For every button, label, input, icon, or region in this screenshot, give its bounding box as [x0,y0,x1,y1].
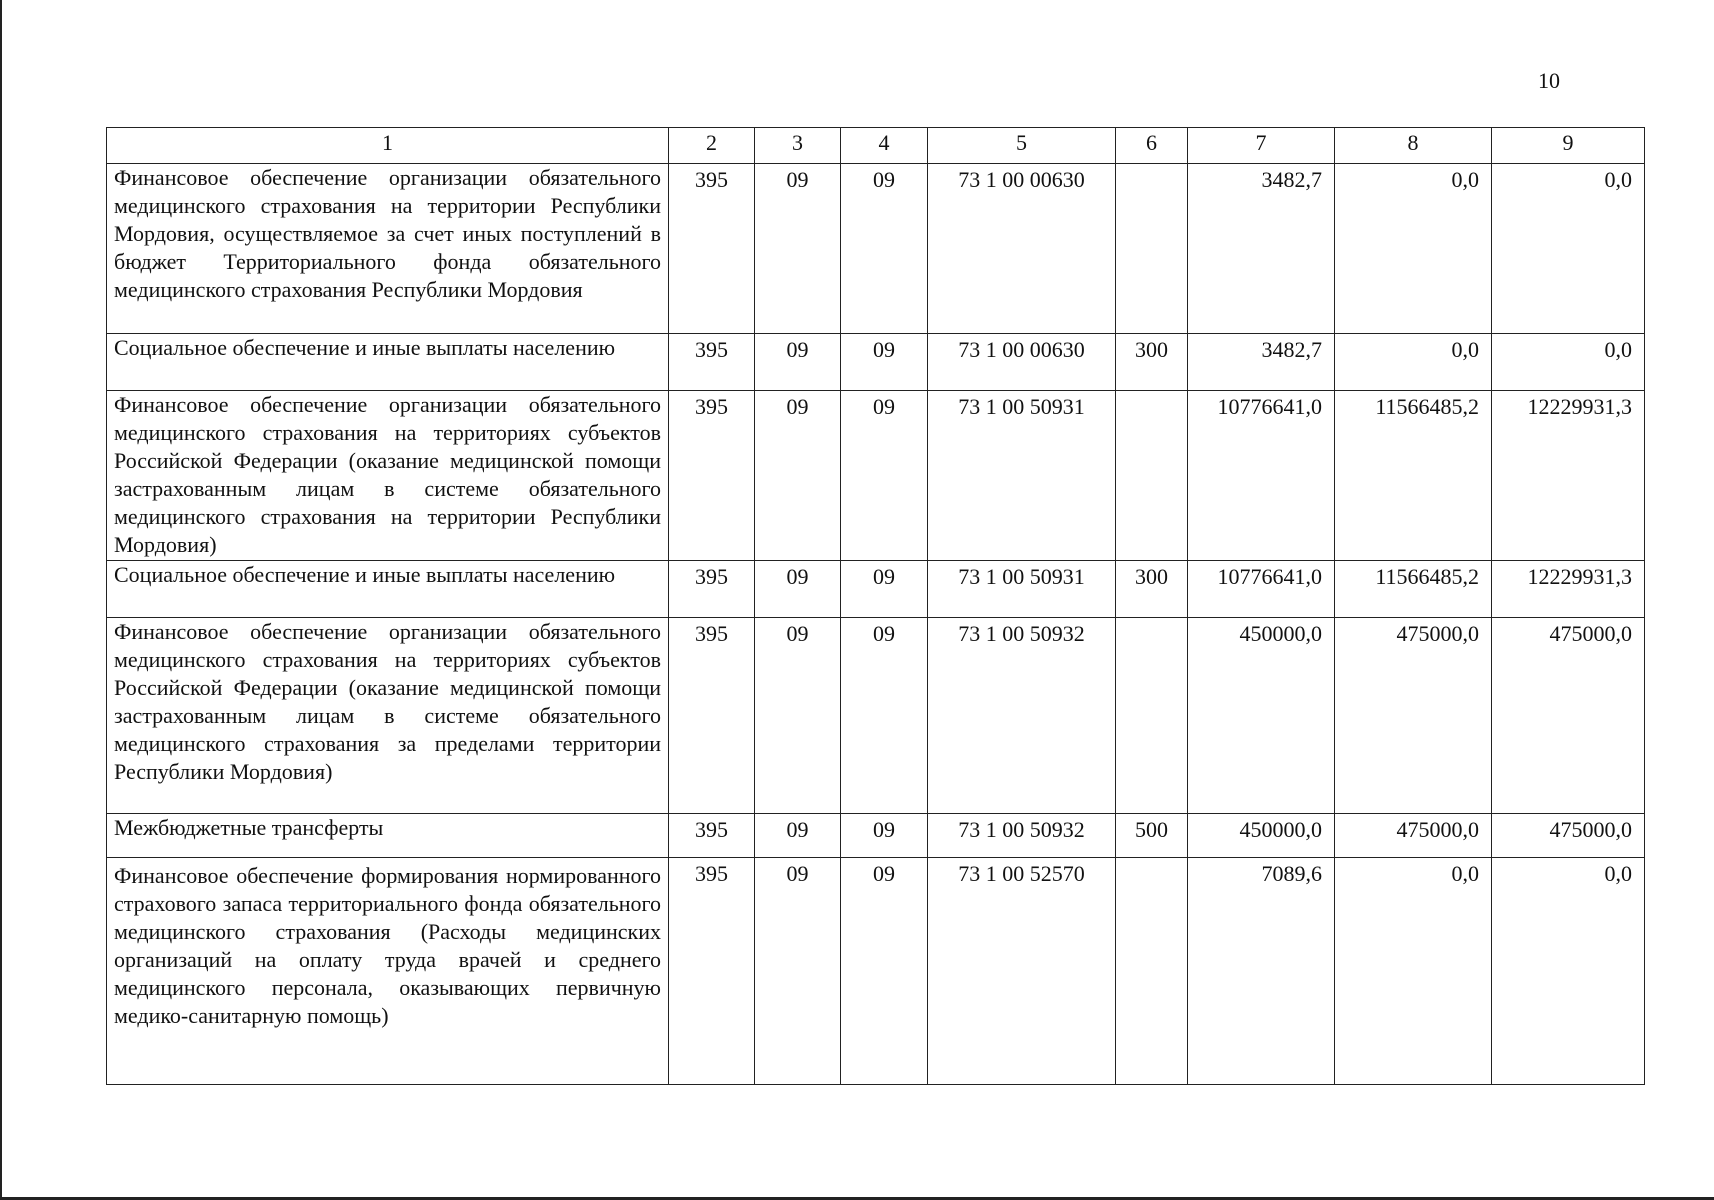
header-cell: 9 [1492,128,1645,164]
amount-year-3: 0,0 [1492,334,1645,391]
grbs-code: 395 [669,561,755,618]
target-article-code: 73 1 00 50931 [928,391,1116,561]
amount-year-3: 475000,0 [1492,814,1645,858]
target-article-code: 73 1 00 00630 [928,334,1116,391]
amount-year-2: 475000,0 [1335,618,1492,814]
target-article-code: 73 1 00 52570 [928,858,1116,1085]
header-cell: 7 [1188,128,1335,164]
section-code: 09 [755,334,841,391]
row-description: Социальное обеспечение и иные выплаты населению [107,334,669,391]
subsection-code: 09 [841,618,928,814]
expense-type-code [1116,858,1188,1085]
amount-year-2: 11566485,2 [1335,391,1492,561]
budget-table [106,127,1645,1085]
table-header-row [107,128,1645,164]
amount-year-1: 450000,0 [1188,814,1335,858]
row-description: Финансовое обеспечение формирования нормированного страхового запаса территориального фонда обязательного медицинского страхования (Расходы медицинских организаций на оплату труда врачей и среднего медицинского персонала, оказывающих первичную медико-санитарную помощь) [107,858,669,1085]
expense-type-code: 300 [1116,561,1188,618]
amount-year-2: 0,0 [1335,334,1492,391]
header-cell: 8 [1335,128,1492,164]
header-cell: 2 [669,128,755,164]
table-row [107,858,1645,1085]
section-code: 09 [755,858,841,1085]
subsection-code: 09 [841,858,928,1085]
grbs-code: 395 [669,618,755,814]
row-description: Финансовое обеспечение организации обязательного медицинского страхования на территории Республики Мордовия, осуществляемое за счет иных поступлений в бюджет Территориального фонда обязательного медицинского страхования Республики Мордовия [107,164,669,334]
amount-year-1: 3482,7 [1188,164,1335,334]
grbs-code: 395 [669,334,755,391]
amount-year-3: 12229931,3 [1492,561,1645,618]
page-number: 10 [1538,68,1560,93]
target-article-code: 73 1 00 50932 [928,618,1116,814]
section-code: 09 [755,391,841,561]
amount-year-1: 450000,0 [1188,618,1335,814]
subsection-code: 09 [841,164,928,334]
amount-year-3: 0,0 [1492,164,1645,334]
table-row [107,814,1645,858]
amount-year-1: 10776641,0 [1188,391,1335,561]
amount-year-1: 10776641,0 [1188,561,1335,618]
grbs-code: 395 [669,391,755,561]
grbs-code: 395 [669,164,755,334]
header-cell: 4 [841,128,928,164]
subsection-code: 09 [841,814,928,858]
expense-type-code [1116,164,1188,334]
section-code: 09 [755,618,841,814]
table-row [107,391,1645,561]
amount-year-1: 7089,6 [1188,858,1335,1085]
expense-type-code: 500 [1116,814,1188,858]
header-cell: 6 [1116,128,1188,164]
grbs-code: 395 [669,858,755,1085]
amount-year-2: 0,0 [1335,858,1492,1085]
subsection-code: 09 [841,334,928,391]
table-row [107,334,1645,391]
target-article-code: 73 1 00 50932 [928,814,1116,858]
amount-year-3: 475000,0 [1492,618,1645,814]
row-description: Межбюджетные трансферты [107,814,669,858]
expense-type-code [1116,618,1188,814]
header-cell: 3 [755,128,841,164]
header-cell: 5 [928,128,1116,164]
table-row [107,561,1645,618]
row-description: Финансовое обеспечение организации обязательного медицинского страхования на территориях субъектов Российской Федерации (оказание медицинской помощи застрахованным лицам в системе обязательного медицинского страхования на территории Республики Мордовия) [107,391,669,561]
subsection-code: 09 [841,561,928,618]
amount-year-2: 0,0 [1335,164,1492,334]
section-code: 09 [755,164,841,334]
header-cell: 1 [107,128,669,164]
expense-type-code: 300 [1116,334,1188,391]
table-row [107,164,1645,334]
amount-year-3: 0,0 [1492,858,1645,1085]
section-code: 09 [755,561,841,618]
subsection-code: 09 [841,391,928,561]
row-description: Социальное обеспечение и иные выплаты населению [107,561,669,618]
target-article-code: 73 1 00 50931 [928,561,1116,618]
row-description: Финансовое обеспечение организации обязательного медицинского страхования на территориях субъектов Российской Федерации (оказание медицинской помощи застрахованным лицам в системе обязательного медицинского страхования за пределами территории Республики Мордовия) [107,618,669,814]
section-code: 09 [755,814,841,858]
expense-type-code [1116,391,1188,561]
table-row [107,618,1645,814]
amount-year-2: 11566485,2 [1335,561,1492,618]
amount-year-3: 12229931,3 [1492,391,1645,561]
amount-year-1: 3482,7 [1188,334,1335,391]
amount-year-2: 475000,0 [1335,814,1492,858]
target-article-code: 73 1 00 00630 [928,164,1116,334]
grbs-code: 395 [669,814,755,858]
